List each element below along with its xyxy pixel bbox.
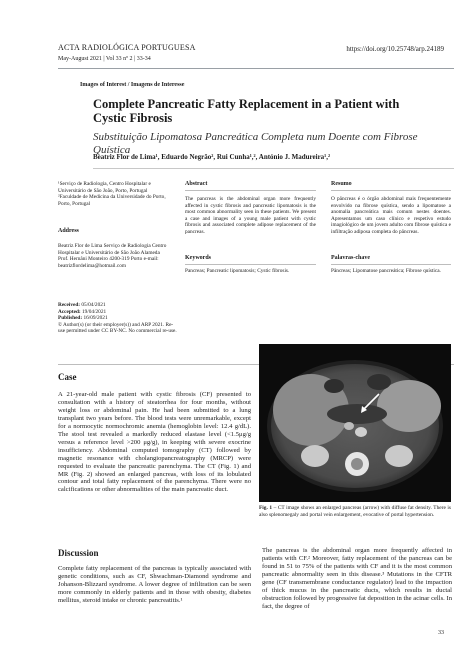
article-dates: [58, 302, 178, 335]
received-label: Received:: [58, 302, 81, 308]
case-heading: Case: [58, 372, 77, 382]
right-column-text: The pancreas is the abdominal organ more frequently affected in patients with CF.² Moreover, fatty replacement of the pancreas can be found in 51 to 75% of the patients with CF and it is the most common pancreatic abnormality seen in this disease.³ Mutations in the CFTR gene (CF transmembrane conductance regulator) lead to the impaction of thick mucus in the pancreatic ducts, which results in ductal obstruction followed by progressive fat deposition in the acinar cells. In fact, the degree of: [262, 547, 452, 610]
abstract-text: The pancreas is the abdominal organ more frequently affected in cystic fibrosis and pancreatic lipomatosis is the most common abnormality seen in these patients. We present a case and images of a young male patient with cystic fibrosis and associated complete adipose replacement of the pancreas.: [185, 196, 316, 235]
discussion-text: Complete fatty replacement of the pancreas is typically associated with genetic conditions, such as CF, Shwachman-Diamond syndrome and Johanson-Blizzard syndrome. A lower degree of infiltration can be seen more commonly in elderly patients and in those with obesity, diabetes mellitus, steroid intake or chronic pancreatitis.¹: [58, 565, 251, 604]
affiliations: ¹Serviço de Radiologia, Centro Hospitalar e Universitário de São João, Porto, Portugal ²Faculdade de Medicina da Universidade do Porto, Porto, Portugal: [58, 181, 166, 207]
keywords-rule: [185, 264, 316, 265]
published-label: Published:: [58, 315, 83, 322]
figure-label: Fig. 1: [259, 505, 273, 511]
address-text: Beatriz Flor de Lima Serviço de Radiologia Centro Hospitalar e Universitário de São João Alameda Prof. Hernâni Monteiro 4200-319 Porto e-mail: beatrizflordelima@hotmail.com: [58, 243, 167, 269]
resumo-text: O pâncreas é o órgão abdominal mais frequentemente envolvido na fibrose quística, sendo a lipomatose a anomalia pancreática mais comum nestes doentes. Apresentamos um caso clínico e respetivo estudo imagiológico de um jovem adulto com fibrose quística e infiltração adiposa completa do pâncreas.: [331, 196, 451, 235]
published-date: 16/09/2021: [83, 315, 108, 322]
ct-image: [259, 344, 451, 502]
resumo-rule: [331, 190, 451, 191]
title-rule: [93, 168, 454, 169]
keywords-heading: Keywords: [185, 255, 211, 261]
discussion-heading: Discussion: [58, 548, 99, 558]
ct-scan-graphic: [259, 344, 451, 502]
right-kidney: [301, 445, 329, 467]
abstract-heading: Abstract: [185, 181, 208, 187]
journal-name: ACTA RADIOLÓGICA PORTUGUESA: [58, 43, 196, 52]
keywords-text: Pancreas; Pancreatic lipomatosis; Cystic fibrosis.: [185, 268, 290, 274]
doi-link[interactable]: https://doi.org/10.25748/arp.24189: [346, 45, 444, 53]
pancreas-shape: [327, 404, 387, 424]
license-text: © Author(s) (or their employer(s)) and ARP 2021. Re-use permitted under CC BY-NC. No commercial re-use.: [58, 321, 177, 335]
page-number: 33: [438, 630, 444, 636]
section-label: Images of Interest / Imagens de Interesse: [80, 82, 185, 88]
left-kidney: [385, 445, 413, 467]
article-subtitle: Substituição Lipomatosa Pancreática Completa num Doente com Fibrose Quística: [93, 131, 418, 156]
author-list: Beatriz Flor de Lima¹, Eduardo Negrão², Rui Cunha¹,², António J. Madureira¹,²: [93, 153, 331, 161]
header-rule: [58, 68, 454, 69]
article-title: Complete Pancreatic Fatty Replacement in a Patient with Cystic Fibrosis: [93, 97, 400, 125]
figure-caption: [259, 505, 451, 518]
issue-info: May-August 2021 | Vol 33 nº 2 | 33-34: [58, 56, 151, 62]
abstract-rule: [185, 190, 316, 191]
palavras-heading: Palavras-chave: [331, 255, 370, 261]
figure-caption-text: – CT image shows an enlarged pancreas (arrow) with diffuse fat density. There is also splenomegaly and portal vein enlargement, evocative of portal hypertension.: [259, 505, 451, 518]
case-text: A 21-year-old male patient with cystic fibrosis (CF) presented to consultation with a history of steatorrhea for four months, without weight loss or abdominal pain. He had been submitted to a lung transplant two years before. The blood tests were unremarkable, except for a normocytic normochromic anemia (hemoglobin level: 12.4 g/dL). The stool test revealed a markedly reduced elastase level (<1.5μg/g versus a reference level >200 μg/g), in keeping with severe exocrine insufficiency. Abdominal computed tomography (CT) followed by magnetic resonance with cholangiopancreatography (MRCP) were requested to evaluate the pancreatic parenchyma. The CT (Fig. 1) and MR (Fig. 2) showed an enlarged pancreas, with loss of its lobulated contour and total fatty replacement of the parenchyma. There were no calcifications or other abnormalities of the main pancreatic duct.: [58, 391, 251, 494]
received-date: 05/04/2021: [81, 302, 106, 308]
address-heading: Address: [58, 228, 79, 234]
resumo-heading: Resumo: [331, 181, 352, 187]
accepted-date: 19/04/2021: [81, 308, 107, 315]
palavras-rule: [331, 264, 451, 265]
palavras-text: Pâncreas; Lipomatose pancreática; Fibrose quística.: [331, 268, 441, 274]
accepted-label: Accepted:: [58, 308, 81, 315]
